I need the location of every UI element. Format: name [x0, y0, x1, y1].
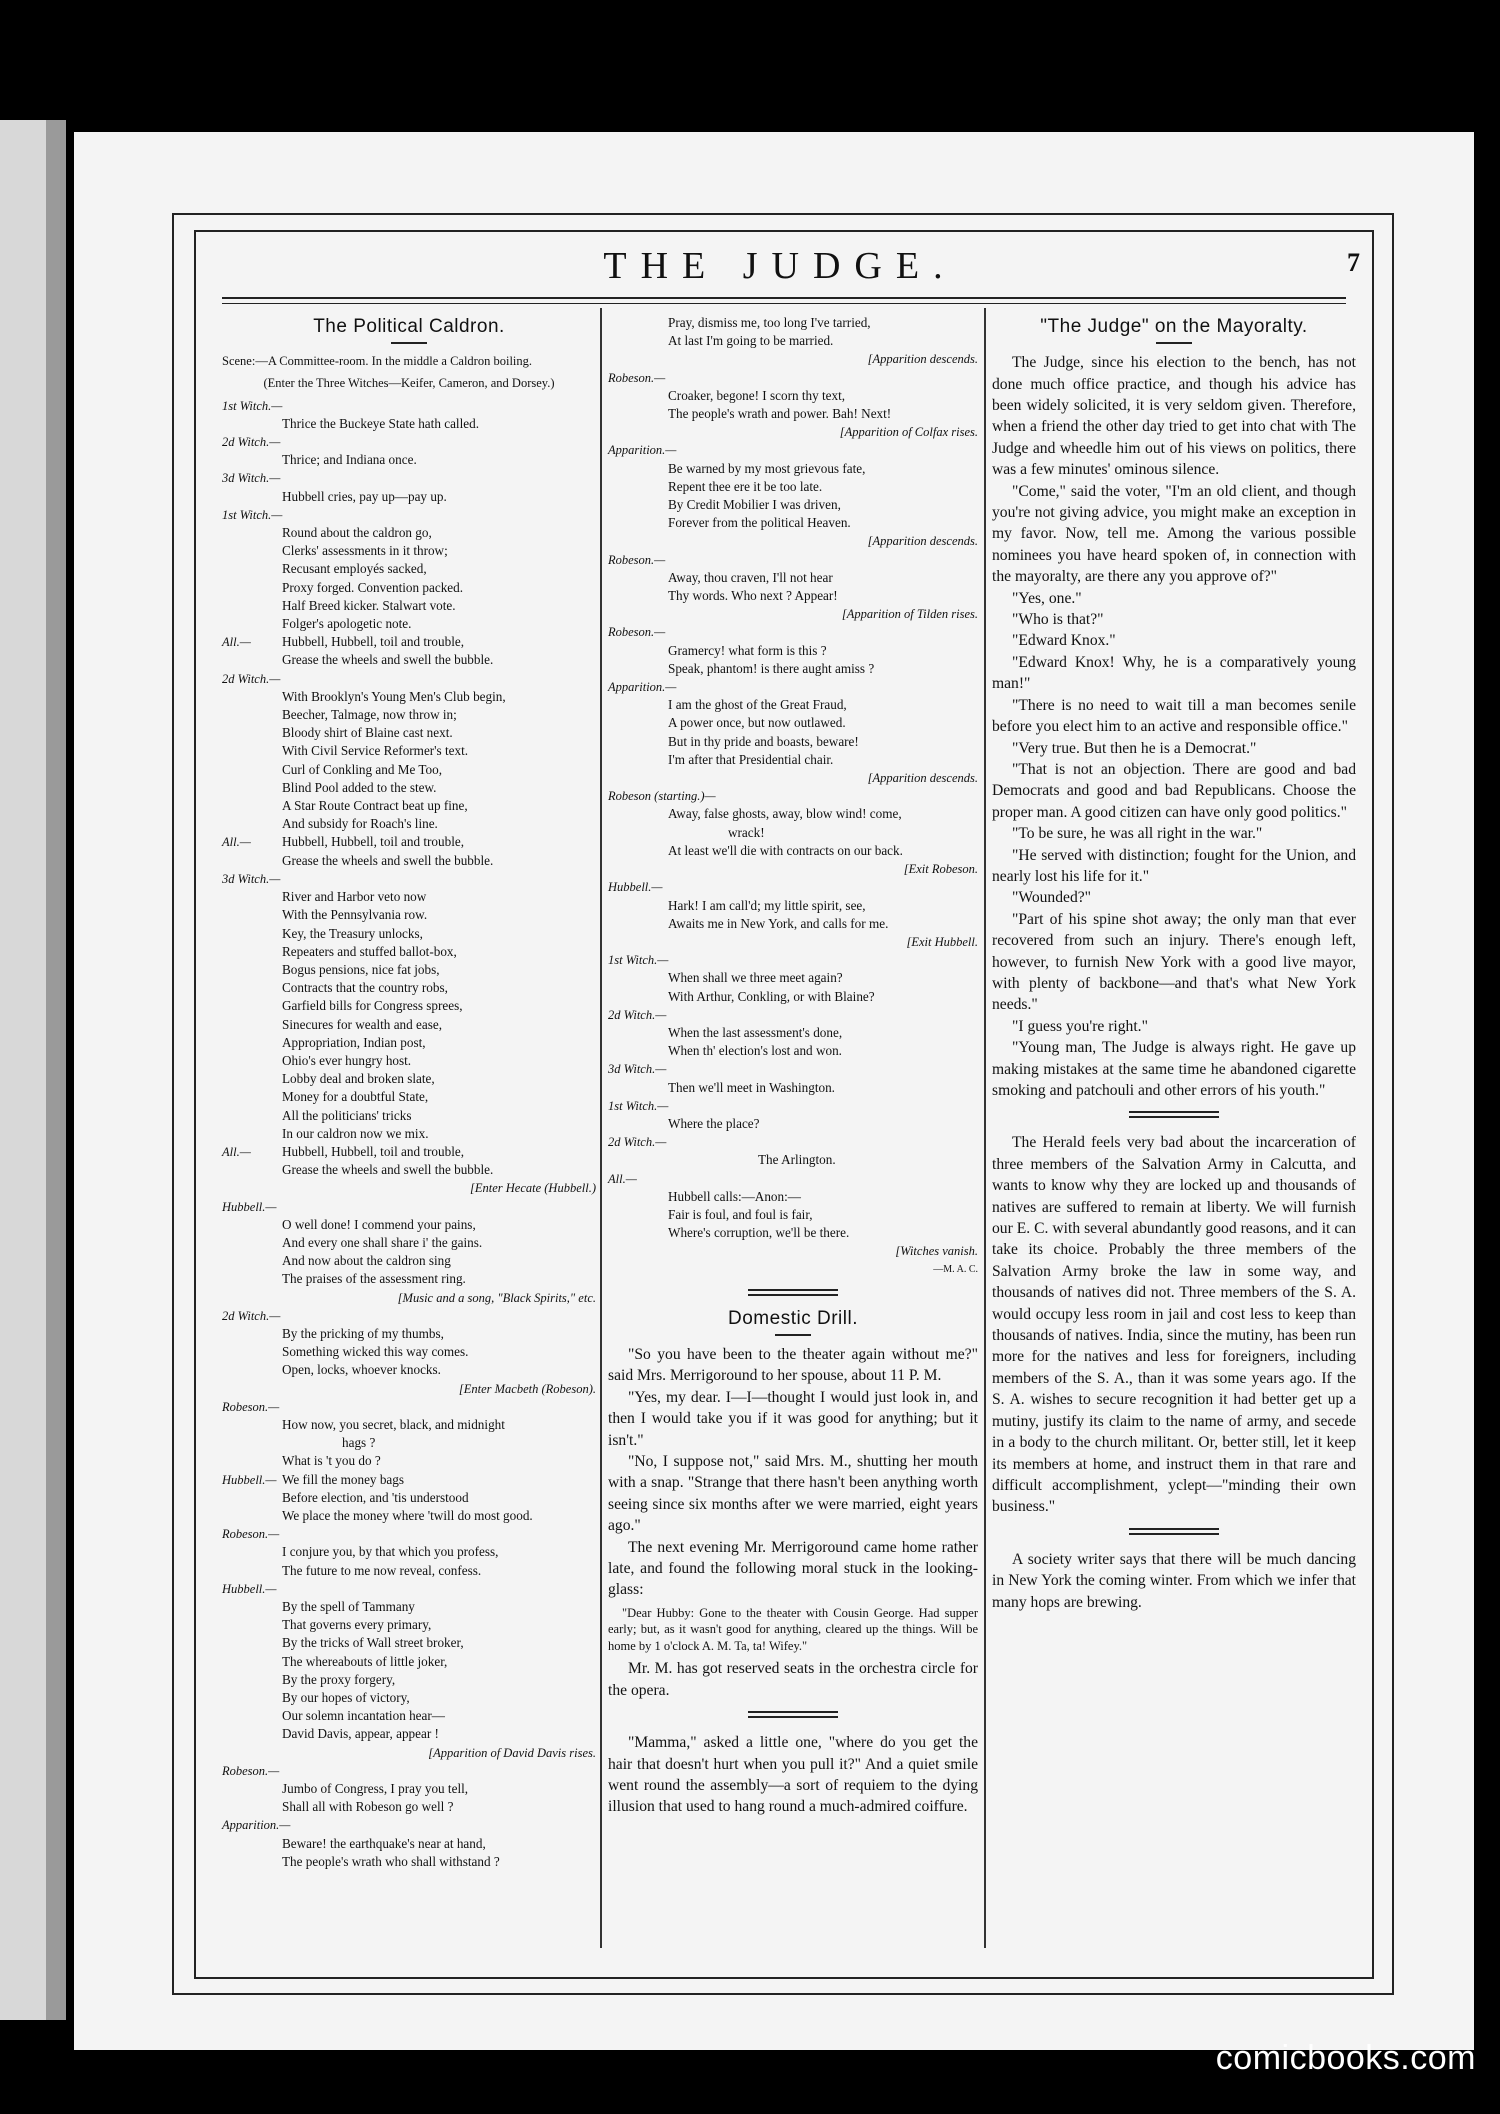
verse-line: Croaker, begone! I scorn thy text, [668, 387, 846, 403]
paragraph: "He served with distinction; fought for the Union, and nearly lost his life for it." [992, 846, 1356, 885]
verse-line: I conjure you, by that which you profess, [282, 1544, 499, 1560]
verse-line [222, 633, 596, 651]
verse-text: We fill the money bags [282, 1471, 404, 1487]
scene-direction: Scene:—A Committee-room. In the middle a Caldron boiling. [222, 354, 533, 369]
speaker-tag: All.— [608, 1171, 637, 1186]
verse-text: Hubbell, Hubbell, toil and trouble, [282, 1143, 465, 1159]
speaker-tag: Apparition.— [608, 443, 677, 458]
verse-line: Blind Pool added to the stew. [282, 779, 437, 795]
verse-line: With Brooklyn's Young Men's Club begin, [282, 688, 506, 704]
speaker-tag: 1st Witch.— [608, 1098, 669, 1113]
verse-line: Proxy forged. Convention packed. [282, 579, 464, 595]
verse-line: By Credit Mobilier I was driven, [668, 497, 841, 513]
paragraph: "Yes, my dear. I—I—thought I would just look in, and then I would take you if it was good for anything; but it isn't." [608, 1388, 978, 1449]
masthead-rule-thin [222, 303, 1346, 304]
verse-line: By our hopes of victory, [282, 1690, 410, 1706]
paragraph: "Wounded?" [1012, 889, 1092, 907]
paragraph: "Come," said the voter, "I'm an old client, and though you're not giving advice, you might make an exception in my favor. Now, tell me. Among the various possible nominees you have heard spoken of, in connection with the mayoralty, are there any you approve of?" [992, 482, 1356, 586]
speaker-tag: Hubbell.— [222, 1199, 277, 1214]
verse-line: And every one shall share i' the gains. [282, 1234, 483, 1250]
verse-line: The praises of the assessment ring. [282, 1271, 466, 1287]
title-rule [391, 342, 427, 344]
verse-line: hags ? [342, 1435, 376, 1451]
verse-line: By the spell of Tammany [282, 1599, 415, 1615]
article-title: "The Judge" on the Mayoralty. [1040, 316, 1308, 337]
paragraph: "Edward Knox." [1012, 632, 1116, 650]
speaker-tag: Robeson.— [222, 1527, 280, 1542]
verse-line: The people's wrath who shall withstand ? [282, 1853, 500, 1869]
verse-line: I am the ghost of the Great Fraud, [668, 697, 847, 713]
verse-line: By the tricks of Wall street broker, [282, 1635, 464, 1651]
verse-line: Ohio's ever hungry host. [282, 1052, 412, 1068]
verse-line: The future to me now reveal, confess. [282, 1562, 482, 1578]
speaker-tag: All.— [222, 635, 251, 650]
verse-line: Repeaters and stuffed ballot-box, [282, 943, 457, 959]
drill-paragraphs [608, 1344, 978, 1601]
verse-line: Clerks' assessments in it throw; [282, 543, 448, 559]
section-rule [1129, 1111, 1219, 1118]
speaker-tag: Hubbell.— [222, 1581, 277, 1596]
column-separator [600, 308, 602, 1948]
verse-line: Beware! the earthquake's near at hand, [282, 1835, 486, 1851]
verse-line: With Arthur, Conkling, or with Blaine? [668, 988, 875, 1004]
verse-line: Thy words. Who next ? Appear! [668, 588, 838, 604]
verse-line: In our caldron now we mix. [282, 1125, 429, 1141]
verse-line: wrack! [728, 824, 765, 840]
verse-line: Garfield bills for Congress sprees, [282, 998, 463, 1014]
verse-line: Folger's apologetic note. [282, 616, 412, 632]
verse-line: Repent thee ere it be too late. [668, 478, 823, 494]
paragraph: "So you have been to the theater again without me?" said Mrs. Merrigoround to her spouse, about 11 P. M. [608, 1345, 978, 1385]
herald-paragraph: The Herald feels very bad about the incarceration of three members of the Salvation Army in Calcutta, and wants to know why they are locked up and thousands of natives are suffered to remain at liberty. We will furnish our E. C. with several abundantly good reasons, and it can take its choice. Probably the three members of the Salvation Army broke the law in some way, and thousands of natives did not. Three members of the S. A. would occupy less room in jail and cost less to keep than thousands of natives. India, since the mutiny, has been run more for the natives and less for foreigners, including members of the S. A., than it was some years ago. If the S. A. wishes to secure recognition it had better get up a mutiny, justify its claim to the name of army, and secede in a body to the church militant. Or, better still, let it keep its members at home, and instruct them in that rare and difficult accomplishment, yclept—"minding their own business." [992, 1134, 1356, 1516]
speaker-tag: Apparition.— [222, 1818, 291, 1833]
verse-line: When the last assessment's done, [668, 1024, 843, 1040]
verse-line: Key, the Treasury unlocks, [282, 925, 423, 941]
verse-line: What is 't you do ? [282, 1453, 381, 1469]
section-rule [748, 1711, 838, 1718]
verse-line: By the proxy forgery, [282, 1671, 396, 1687]
verse-line: Thrice the Buckeye State hath called. [282, 415, 479, 431]
verse-line: Pray, dismiss me, too long I've tarried, [668, 315, 871, 330]
paragraph: The Judge, since his election to the bench, has not done much office practice, and though his advice has been widely solicited, it is very seldom given. Therefore, when a friend the other day tried to get into chat with The Judge and wheedle him out of his views on politics, there was a few minutes' ominous silence. [992, 354, 1356, 479]
verse-line: A power once, but now outlawed. [668, 715, 846, 731]
article-title: The Political Caldron. [313, 316, 505, 337]
drill-ending: Mr. M. has got reserved seats in the orchestra circle for the opera. [608, 1660, 978, 1699]
stage-direction: [Apparition of David Davis rises. [428, 1745, 596, 1760]
speaker-tag: All.— [222, 1144, 251, 1159]
verse-line: With the Pennsylvania row. [282, 907, 428, 923]
masthead: THE JUDGE. [603, 245, 957, 287]
verse-line: Hubbell cries, pay up—pay up. [282, 488, 447, 504]
verse-line: Contracts that the country robs, [282, 980, 448, 996]
stage-direction: [Apparition of Tilden rises. [841, 607, 978, 622]
speaker-tag: Hubbell.— [608, 880, 663, 895]
verse-line: By the pricking of my thumbs, [282, 1325, 444, 1341]
speaker-tag: Robeson.— [222, 1763, 280, 1778]
verse-line: Open, locks, whoever knocks. [282, 1362, 441, 1378]
speaker-tag: 3d Witch.— [222, 471, 281, 486]
verse-line: Curl of Conkling and Me Too, [282, 761, 443, 777]
verse-line: Forever from the political Heaven. [668, 515, 851, 531]
mayoralty-paragraphs [992, 352, 1356, 1101]
verse-line: Grease the wheels and swell the bubble. [282, 852, 494, 868]
article-title: Domestic Drill. [728, 1307, 858, 1329]
speaker-tag: 1st Witch.— [222, 398, 283, 413]
speaker-tag: 2d Witch.— [222, 1308, 281, 1323]
page-gutter-shadow [46, 120, 66, 2020]
verse-line [222, 1143, 596, 1161]
speaker-tag: Hubbell.— [222, 1472, 277, 1487]
paragraph: "No, I suppose not," said Mrs. M., shutting her mouth with a snap. "Strange that there hasn't been anything worth seeing since six months after we were married, eight years ago." [608, 1453, 978, 1535]
speaker-tag: Robeson (starting.)— [608, 789, 716, 804]
paragraph: "I guess you're right." [1012, 1017, 1148, 1035]
speaker-tag: Apparition.— [608, 680, 677, 695]
verse-line: Hark! I am call'd; my little spirit, see, [668, 897, 866, 913]
verse-line: Round about the caldron go, [282, 525, 432, 541]
paragraph: "Part of his spine shot away; the only man that ever recovered from such an injury. There's enough left, however, to furnish New York with a good live mayor, with plenty of backbone—and that's what New York needs." [992, 910, 1356, 1014]
verse-text: Hubbell, Hubbell, toil and trouble, [282, 634, 465, 650]
speaker-tag: Robeson.— [222, 1399, 280, 1414]
verse-line: Half Breed kicker. Stalwart vote. [282, 597, 456, 613]
section-rule [1129, 1528, 1219, 1535]
verse-line: The Arlington. [758, 1152, 836, 1168]
stage-direction: [Apparition descends. [867, 534, 978, 549]
paragraph: "Edward Knox! Why, he is a comparatively young man!" [992, 653, 1356, 693]
verse-line: When shall we three meet again? [668, 970, 843, 986]
column-continued [608, 314, 978, 1818]
paragraph: "To be sure, he was all right in the war." [1012, 825, 1263, 843]
verse-line: We place the money where 'twill do most good. [282, 1508, 533, 1523]
paragraph: "Who is that?" [1012, 611, 1104, 629]
verse-line: Lobby deal and broken slate, [282, 1071, 435, 1087]
verse-line: Sinecures for wealth and ease, [282, 1016, 443, 1032]
verse-line [222, 1471, 596, 1489]
speaker-tag: 2d Witch.— [222, 435, 281, 450]
verse-line: But in thy pride and boasts, beware! [668, 733, 859, 749]
verse-line: Be warned by my most grievous fate, [668, 460, 866, 476]
column-mayoralty [992, 314, 1356, 1613]
speaker-tag: All.— [222, 835, 251, 850]
verse-line: Grease the wheels and swell the bubble. [282, 1162, 494, 1178]
verse-line: Away, thou craven, I'll not hear [668, 569, 833, 585]
verse-line: With Civil Service Reformer's text. [282, 743, 469, 759]
verse-line: Where's corruption, we'll be there. [668, 1225, 850, 1241]
verse-lines-continued [608, 314, 978, 1279]
verse-line: Shall all with Robeson go well ? [282, 1799, 454, 1815]
verse-line: Fair is foul, and foul is fair, [668, 1206, 813, 1222]
speaker-tag: 2d Witch.— [608, 1135, 667, 1150]
verse-line: A Star Route Contract beat up fine, [282, 798, 468, 814]
verse-line: Awaits me in New York, and calls for me. [668, 915, 889, 931]
speaker-tag: 1st Witch.— [608, 953, 669, 968]
stage-direction: [Enter Macbeth (Robeson). [458, 1381, 596, 1396]
verse-line: Bloody shirt of Blaine cast next. [282, 725, 453, 741]
paragraph: "That is not an objection. There are good and bad Democrats and good and bad Republicans. Choose the proper man. A good citizen can have only good politics." [992, 760, 1356, 821]
verse-line: Thrice; and Indiana once. [282, 452, 417, 468]
verse-line: River and Harbor veto now [282, 889, 427, 905]
site-watermark: comicbooks.com [1215, 2039, 1476, 2077]
verse-line: Recusant employés sacked, [282, 561, 427, 577]
verse-lines [222, 397, 596, 1871]
verse-line: Beecher, Talmage, now throw in; [282, 707, 457, 723]
paragraph: The next evening Mr. Merrigoround came home rather late, and found the following moral stuck in the looking-glass: [608, 1538, 978, 1599]
verse-line: I'm after that Presidential chair. [668, 751, 834, 767]
section-rule [748, 1289, 838, 1296]
column-political-caldron [222, 314, 596, 1871]
column-separator [984, 308, 986, 1948]
stage-direction: [Music and a song, "Black Spirits," etc. [397, 1290, 596, 1305]
verse-line: At least we'll die with contracts on our back. [668, 842, 903, 858]
speaker-tag: 1st Witch.— [222, 507, 283, 522]
verse-line: Jumbo of Congress, I pray you tell, [282, 1781, 469, 1797]
stage-direction: [Apparition descends. [867, 352, 978, 367]
author-signature: —M. A. C. [933, 1263, 978, 1275]
masthead-rule [222, 297, 1346, 299]
paragraph: "There is no need to wait till a man becomes senile before you elect him to an active and responsible office." [992, 696, 1356, 736]
title-rule [1156, 342, 1192, 344]
stage-direction: [Enter Hecate (Hubbell.) [469, 1181, 596, 1196]
verse-line: Our solemn incantation hear— [282, 1708, 445, 1724]
verse-line: And subsidy for Roach's line. [282, 816, 438, 832]
verse-line: At last I'm going to be married. [668, 333, 834, 349]
verse-line: Appropriation, Indian post, [282, 1034, 426, 1050]
title-rule [775, 1334, 811, 1336]
verse-line: Bogus pensions, nice fat jobs, [282, 961, 440, 977]
verse-line: All the politicians' tricks [282, 1107, 412, 1123]
verse-line [222, 833, 596, 851]
verse-line: Gramercy! what form is this ? [668, 642, 827, 658]
verse-line: The people's wrath and power. Bah! Next! [668, 406, 892, 422]
verse-line: Something wicked this way comes. [282, 1344, 469, 1360]
enter-direction: (Enter the Three Witches—Keifer, Cameron, and Dorsey.) [263, 376, 555, 391]
verse-line: Where the place? [668, 1115, 760, 1131]
verse-line: Then we'll meet in Washington. [668, 1079, 835, 1095]
speaker-tag: Robeson.— [608, 552, 666, 567]
paragraph: "Yes, one." [1012, 589, 1082, 607]
verse-line: How now, you secret, black, and midnight [282, 1416, 505, 1432]
verse-line: O well done! I commend your pains, [282, 1216, 476, 1232]
verse-line: Away, false ghosts, away, blow wind! come, [668, 806, 902, 822]
verse-line: The whereabouts of little joker, [282, 1653, 448, 1669]
verse-line: Hubbell calls:—Anon:— [668, 1188, 801, 1204]
looking-glass-note: "Dear Hubby: Gone to the theater with Cousin George. Had supper early; but, as it wasn't good for anything, cleared up the things. Will be home by 1 o'clock A. M. Ta, ta! Wifey." [608, 1605, 978, 1653]
speaker-tag: 2d Witch.— [222, 671, 281, 686]
page-number: 7 [1347, 248, 1360, 277]
verse-line: Money for a doubtful State, [282, 1089, 429, 1105]
speaker-tag: 2d Witch.— [608, 1007, 667, 1022]
speaker-tag: 3d Witch.— [608, 1062, 667, 1077]
verse-line: Grease the wheels and swell the bubble. [282, 652, 494, 668]
verse-text: Hubbell, Hubbell, toil and trouble, [282, 834, 465, 850]
verse-line: David Davis, appear, appear ! [282, 1726, 439, 1742]
speaker-tag: Robeson.— [608, 625, 666, 640]
verse-line: Before election, and 'tis understood [282, 1489, 469, 1505]
stage-direction: [Apparition of Colfax rises. [839, 425, 978, 440]
stage-direction: [Exit Robeson. [903, 862, 978, 877]
paragraph: "Very true. But then he is a Democrat." [1012, 739, 1257, 757]
speaker-tag: Robeson.— [608, 370, 666, 385]
mamma-paragraph: "Mamma," asked a little one, "where do you get the hair that doesn't hurt when you pull it?" And a quiet smile went round the assembly—a sort of requiem to the dying illusion that used to hang round a much-admired coiffure. [608, 1734, 978, 1816]
verse-line: Speak, phantom! is there aught amiss ? [668, 660, 875, 676]
paragraph: "Young man, The Judge is always right. He gave up making mistakes at the same time he abandoned cigarette smoking and patchouli and other errors of his youth." [992, 1039, 1356, 1100]
speaker-tag: 3d Witch.— [222, 871, 281, 886]
stage-direction: [Witches vanish. [895, 1244, 978, 1259]
verse-line: When th' election's lost and won. [668, 1043, 842, 1059]
society-paragraph: A society writer says that there will be much dancing in New York the coming winter. From which we infer that many hops are brewing. [992, 1550, 1356, 1611]
verse-line: And now about the caldron sing [282, 1253, 451, 1269]
stage-direction: [Apparition descends. [867, 771, 978, 786]
stage-direction: [Exit Hubbell. [906, 934, 978, 949]
verse-line: That governs every primary, [282, 1617, 432, 1633]
